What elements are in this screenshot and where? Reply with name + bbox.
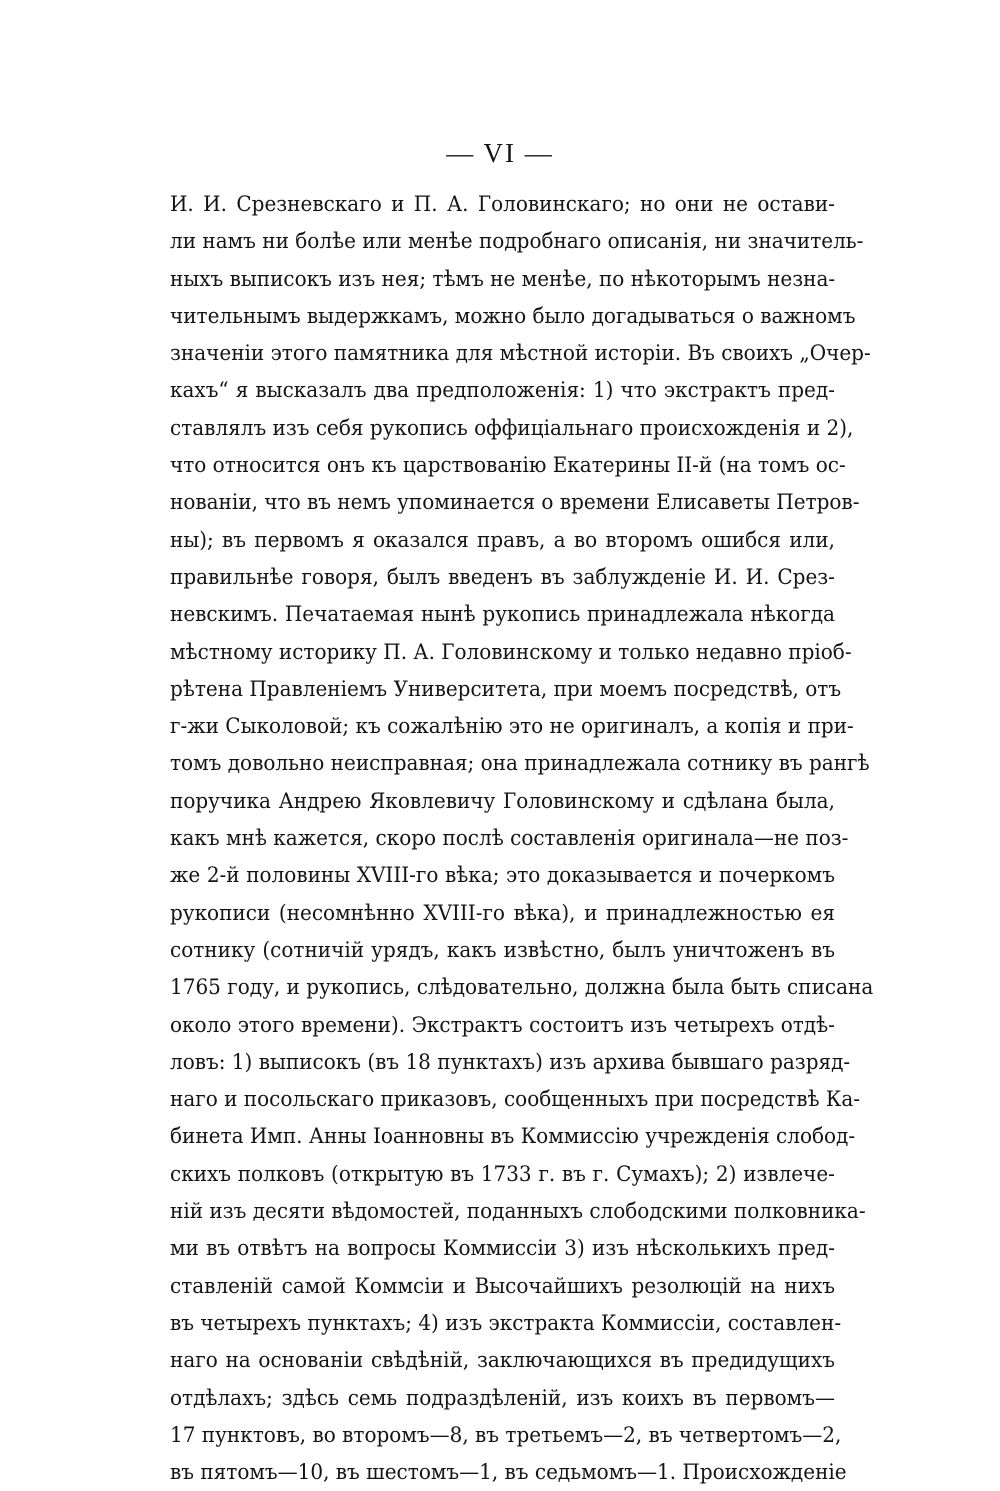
text-line: кахъ“ я высказалъ два предположенія: 1) что экстрактъ пред-	[170, 378, 835, 404]
text-line: рѣтена Правленіемъ Университета, при моемъ посредствѣ, отъ	[170, 676, 842, 702]
text-line: наго и посольскаго приказовъ, сообщенныхъ при посредствѣ Ка-	[170, 1087, 861, 1113]
text-line: нованіи, что въ немъ упоминается о времени Елисаветы Петров-	[170, 490, 860, 516]
text-line: невскимъ. Печатаемая нынѣ рукопись принадлежала нѣкогда	[170, 602, 835, 628]
text-line: ловъ: 1) выписокъ (въ 18 пунктахъ) изъ архива бывшаго разряд-	[170, 1049, 851, 1075]
text-line: въ четырехъ пунктахъ; 4) изъ экстракта Коммиссіи, составлен-	[170, 1310, 842, 1336]
text-line: правильнѣе говоря, былъ введенъ въ заблужденіе И. И. Срез-	[170, 564, 835, 590]
text-line: скихъ полковъ (открытую въ 1733 г. въ г. Сумахъ); 2) извлече-	[170, 1161, 835, 1187]
text-line: И. И. Срезневскаго и П. А. Головинскаго; но они не остави-	[170, 192, 835, 217]
text-line: какъ мнѣ кажется, скоро послѣ составленія оригинала—не поз-	[170, 826, 849, 852]
text-line: томъ довольно неисправная; она принадлежала сотнику въ рангѣ	[170, 751, 870, 777]
text-line: ли намъ ни болѣе или менѣе подробнаго описанія, ни значитель-	[170, 229, 864, 255]
text-line: что относится онъ къ царствованію Екатерины II-й (на томъ ос-	[170, 453, 846, 479]
text-line: бинета Имп. Анны Іоанновны въ Коммиссію учрежденія слобод-	[170, 1124, 856, 1150]
text-line: ныхъ выписокъ изъ нея; тѣмъ не менѣе, по нѣкоторымъ незна-	[170, 266, 836, 292]
text-line: 17 пунктовъ, во второмъ—8, въ третьемъ—2, въ четвертомъ—2,	[170, 1422, 842, 1448]
text-line: же 2-й половины XVIII-го вѣка; это доказывается и почеркомъ	[170, 863, 835, 889]
text-line: ставлялъ изъ себя рукопись оффиціальнаго происхожденія и 2),	[170, 415, 854, 441]
body-text	[170, 186, 874, 1491]
text-line: значеніи этого памятника для мѣстной исторіи. Въ своихъ „Очер-	[170, 341, 871, 367]
text-line: отдѣлахъ; здѣсь семь подраздѣленій, изъ коихъ въ первомъ—	[170, 1385, 835, 1411]
text-line: ставленій самой Коммсіи и Высочайшихъ резолюцій на нихъ	[170, 1273, 835, 1299]
text-line: мѣстному историку П. А. Головинскому и только недавно пріоб-	[170, 639, 852, 665]
text-line: ны); въ первомъ я оказался правъ, а во второмъ ошибся или,	[170, 527, 835, 553]
text-line: 1765 году, и рукопись, слѣдовательно, должна была быть списана	[170, 975, 874, 1001]
text-line: г-жи Сыколовой; къ сожалѣнію это не оригиналъ, а копія и при-	[170, 714, 854, 740]
page-number: — VI —	[446, 138, 554, 168]
text-line: ми въ отвѣтъ на вопросы Коммиссіи 3) изъ нѣсколькихъ пред-	[170, 1236, 835, 1262]
text-line: около этого времени). Экстрактъ состоитъ изъ четырехъ отдѣ-	[170, 1012, 835, 1038]
text-line: въ пятомъ—10, въ шестомъ—1, въ седьмомъ—1. Происхожденіе	[170, 1460, 847, 1486]
text-line: рукописи (несомнѣнно XVIII-го вѣка), и принадлежностью ея	[170, 900, 835, 926]
text-line: поручика Андрею Яковлевичу Головинскому и сдѣлана была,	[170, 788, 835, 814]
text-line: сотнику (сотничій урядъ, какъ извѣстно, былъ уничтоженъ въ	[170, 937, 835, 963]
text-line: ній изъ десяти вѣдомостей, поданныхъ слободскими полковника-	[170, 1199, 866, 1225]
text-line: наго на основаніи свѣдѣній, заключающихся въ предидущихъ	[170, 1348, 835, 1374]
text-line: чительнымъ выдержкамъ, можно было догадываться о важномъ	[170, 303, 856, 329]
